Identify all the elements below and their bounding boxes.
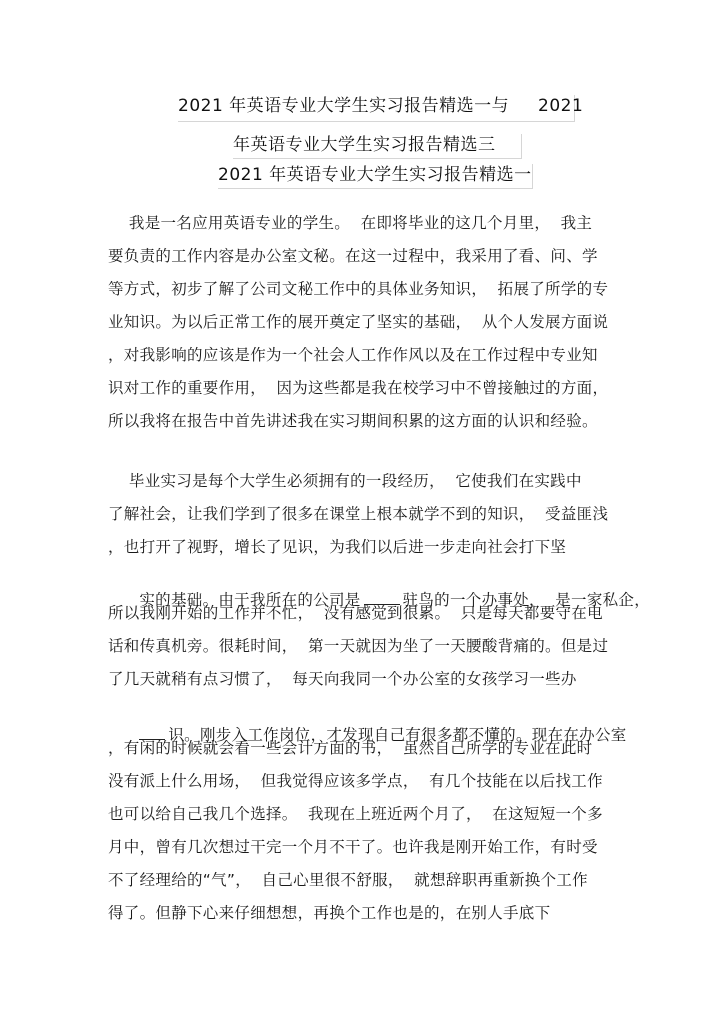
body-line: 了解社会，让我们学到了很多在课堂上根本就学不到的知识， 受益匪浅 [108,505,609,523]
title-line-2-text: 年英语专业大学生实习报告精选三 [233,135,496,155]
body-line: 月中，曾有几次想过干完一个月不干了。也许我是刚开始工作，有时受 [108,838,598,856]
body-line: 我是一名应用英语专业的学生。 在即将毕业的这几个月里， 我主 [108,214,593,232]
body-line: ，有闲的时候就会看一些会计方面的书， 虽然自己所学的专业在此时 [108,739,593,757]
title-line-3 [218,164,533,189]
body-line: 没有派上什么用场， 但我觉得应该多学点， 有几个技能在以后找工作 [108,772,603,790]
title-line-2 [233,134,522,159]
body-line: 识对工作的重要作用， 因为这些都是我在校学习中不曾接触过的方面， [108,379,609,397]
body-line: 所以我将在报告中首先讲述我在实习期间积累的这方面的认识和经验。 [108,412,598,430]
body-line: 也可以给自己我几个选择。 我现在上班近两个月了， 在这短短一个多 [108,805,603,823]
body-line: 业知识。为以后正常工作的展开奠定了坚实的基础， 从个人发展方面说 [108,313,609,331]
body-text: 识。刚步入工作岗位，才发现自己有很多都不懂的。现在在办公室 [168,726,627,744]
title-line-1 [178,95,584,122]
body-line: 等方式，初步了解了公司文秘工作中的具体业务知识， 拓展了所学的专 [108,280,609,298]
body-line: 所以我刚开始的工作并不忙， 没有感觉到很累。 只是每天都要守在电 [108,604,603,622]
body-line: 了几天就稍有点习惯了， 每天向我同一个办公室的女孩学习一些办 [108,670,577,688]
title-line-1-year: 2021 [538,96,584,116]
body-line: 不了经理给的“气”， 自己心里很不舒服， 就想辞职再重新换个工作 [108,871,588,889]
body-line: 得了。但静下心来仔细想想，再换个工作也是的，在别人手底下 [108,904,551,922]
body-text: 驻鸟的一个办事处， 是一家私企， [402,591,651,609]
body-line: 话和传真机旁。很耗时间， 第一天就因为坐了一天腰酸背痛的。但是过 [108,637,609,655]
title-line-1-text: 2021 年英语专业大学生实习报告精选一与 [178,96,510,116]
title-line-3-text: 2021 年英语专业大学生实习报告精选一 [218,165,532,185]
body-line: ，对我影响的应该是作为一个社会人工作作风以及在工作过程中专业知 [108,346,598,364]
body-line: 要负责的工作内容是办公室文秘。在这一过程中，我采用了看、问、学 [108,247,598,265]
body-text: 实的基础。由于我所在的公司是 [139,591,361,609]
body-line: 毕业实习是每个大学生必须拥有的一段经历， 它使我们在实践中 [108,472,582,490]
body-line: ，也打开了视野，增长了见识，为我们以后进一步走向社会打下坚 [108,538,567,556]
